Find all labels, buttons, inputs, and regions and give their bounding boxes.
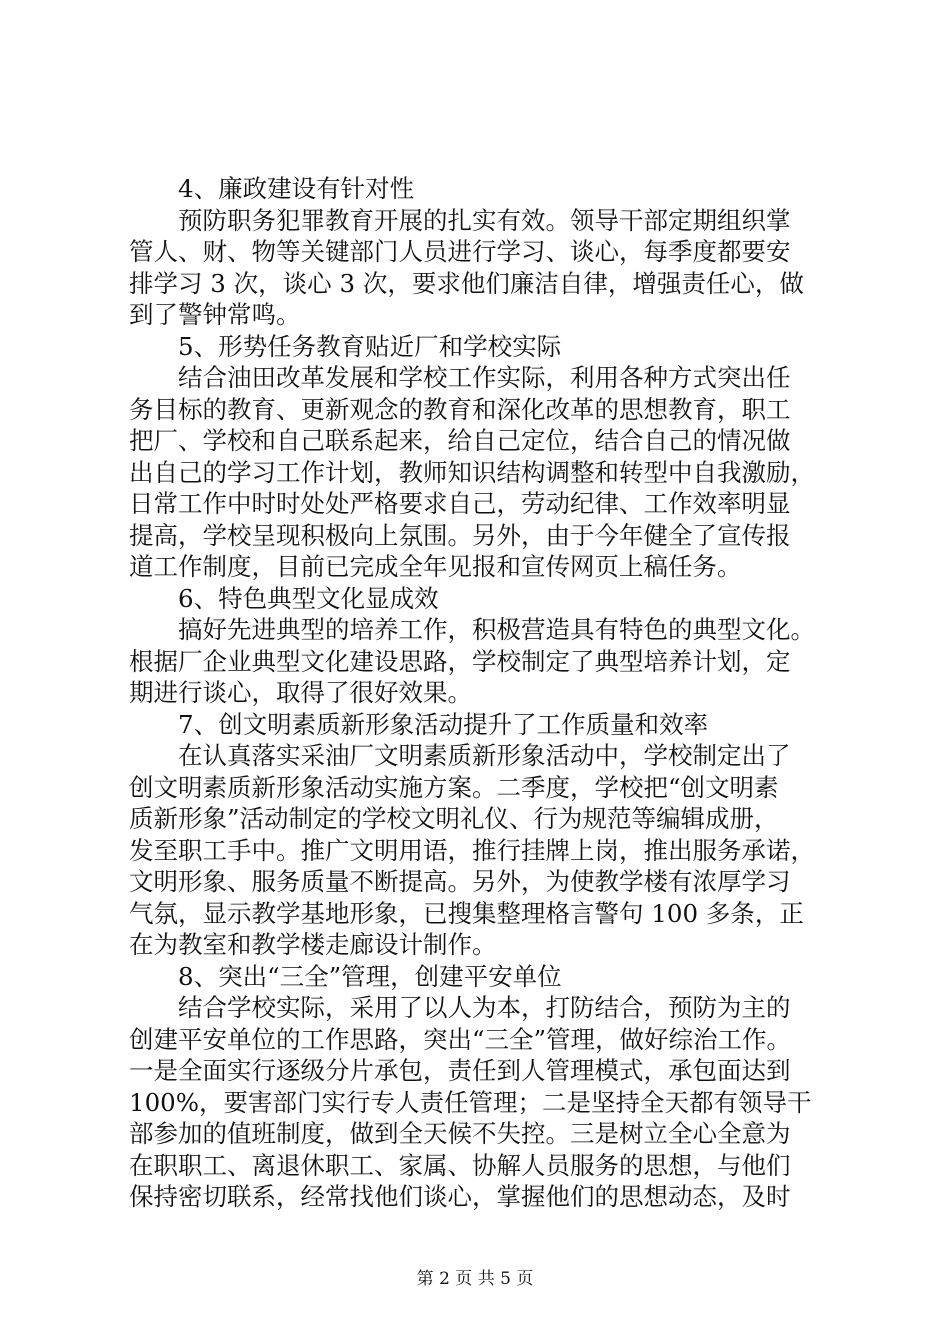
paragraph-line-first: 7、创文明素质新形象活动提升了工作质量和效率 <box>178 709 709 739</box>
paragraph-line-first: 结合学校实际，采用了以人为本，打防结合，预防为主的 <box>178 993 791 1022</box>
paragraph-line: 出自己的学习工作计划，教师知识结构调整和转型中自我激励， <box>129 457 815 487</box>
document-body <box>129 173 829 1213</box>
paragraph-line: 在职职工、离退休职工、家属、协解人员服务的思想，与他们 <box>129 1150 791 1180</box>
paragraph-line: 日常工作中时时处处严格要求自己，劳动纪律、工作效率明显 <box>129 489 791 518</box>
paragraph-line-first: 8、突出“三全”管理，创建平安单位 <box>178 961 562 991</box>
paragraph-line: 保持密切联系，经常找他们谈心，掌握他们的思想动态，及时 <box>129 1182 791 1211</box>
paragraph-line: 文明形象、服务质量不断提高。另外，为使教学楼有浓厚学习 <box>129 867 791 896</box>
paragraph-line-first: 4、廉政建设有针对性 <box>178 174 415 203</box>
paragraph-line-first: 结合油田改革发展和学校工作实际，利用各种方式突出任 <box>178 363 791 392</box>
paragraph-line: 到了警钟常鸣。 <box>129 300 301 329</box>
paragraph-line: 创建平安单位的工作思路，突出“三全”管理，做好综治工作。 <box>129 1024 792 1054</box>
paragraph-line: 一是全面实行逐级分片承包，责任到人管理模式，承包面达到 <box>129 1056 791 1085</box>
paragraph-line: 道工作制度，目前已完成全年见报和宣传网页上稿任务。 <box>129 552 742 581</box>
paragraph-line: 部参加的值班制度，做到全天候不失控。三是树立全心全意为 <box>129 1119 791 1148</box>
paragraph-line: 发至职工手中。推广文明用语，推行挂牌上岗，推出服务承诺， <box>129 835 815 865</box>
paragraph-line-first: 搞好先进典型的培养工作，积极营造具有特色的典型文化。 <box>178 615 815 644</box>
paragraph-line: 务目标的教育、更新观念的教育和深化改革的思想教育，职工 <box>129 394 791 424</box>
paragraph-line-first: 5、形势任务教育贴近厂和学校实际 <box>178 331 562 361</box>
paragraph-line: 把厂、学校和自己联系起来，给自己定位，结合自己的情况做 <box>129 426 791 455</box>
paragraph-line: 气氛，显示教学基地形象，已搜集整理格言警句 100 多条，正 <box>129 898 804 928</box>
paragraph-line-first: 预防职务犯罪教育开展的扎实有效。领导干部定期组织掌 <box>178 205 791 235</box>
paragraph-line: 100%，要害部门实行专人责任管理；二是坚持全天都有领导干 <box>129 1087 812 1117</box>
page-number-footer: 第 2 页 共 5 页 <box>416 1269 534 1289</box>
paragraph-line: 期进行谈心，取得了很好效果。 <box>129 678 472 707</box>
paragraph-line-first: 在认真落实采油厂文明素质新形象活动中，学校制定出了 <box>178 741 791 770</box>
paragraph-line: 根据厂企业典型文化建设思路，学校制定了典型培养计划，定 <box>129 646 791 676</box>
paragraph-line: 在为教室和教学楼走廊设计制作。 <box>129 930 497 959</box>
paragraph-line: 提高，学校呈现积极向上氛围。另外，由于今年健全了宣传报 <box>129 520 791 550</box>
paragraph-line: 排学习 3 次，谈心 3 次，要求他们廉洁自律，增强责任心，做 <box>129 268 804 298</box>
paragraph-line-first: 6、特色典型文化显成效 <box>178 583 439 613</box>
paragraph-line: 质新形象”活动制定的学校文明礼仪、行为规范等编辑成册， <box>129 804 779 833</box>
paragraph-line: 创文明素质新形象活动实施方案。二季度，学校把“创文明素 <box>129 772 779 802</box>
paragraph-line: 管人、财、物等关键部门人员进行学习、谈心，每季度都要安 <box>129 237 791 266</box>
